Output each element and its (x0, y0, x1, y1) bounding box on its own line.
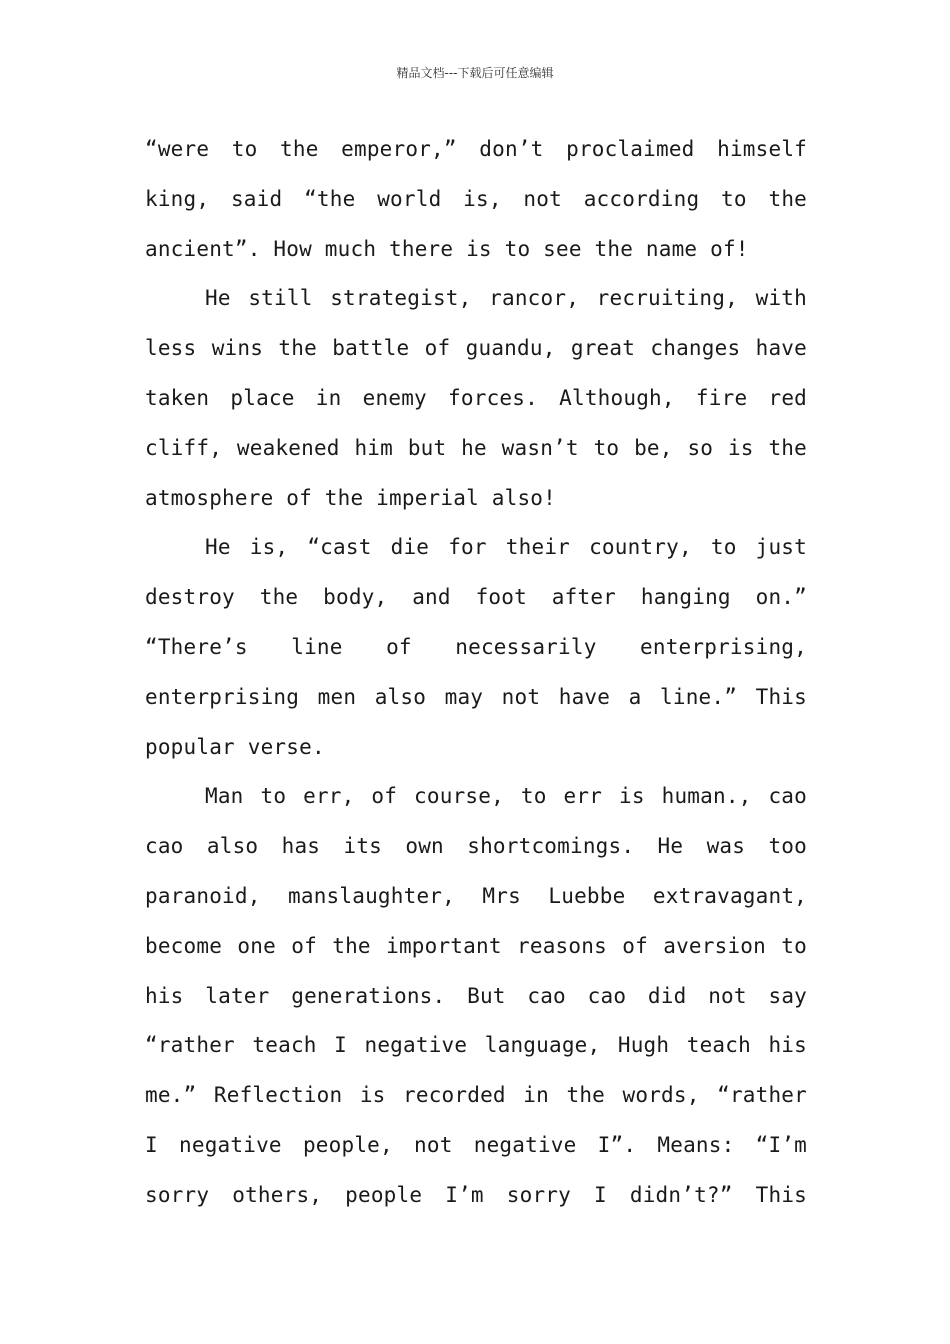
text-line: “were to the emperor,” don’t proclaimed himself (145, 137, 807, 161)
text-line: ancient”. How much there is to see the name of! (145, 236, 749, 261)
paragraph-first-line: Man to err, of course, to err is human., cao (205, 784, 807, 809)
text-line: destroy the body, and foot after hanging on.” (145, 585, 807, 610)
text-line: taken place in enemy forces. Although, fire red (145, 385, 807, 410)
page-header: 精品文档---下载后可任意编辑 (396, 66, 554, 80)
text-line: atmosphere of the imperial also! (145, 485, 556, 510)
text-line: cao also has its own shortcomings. He was too (145, 834, 807, 859)
text-line: paranoid, manslaughter, Mrs Luebbe extravagant, (145, 883, 807, 908)
text-line: sorry others, people I’m sorry I didn’t?” This (145, 1182, 807, 1207)
text-line: I negative people, not negative I”. Means: “I’m (145, 1132, 807, 1157)
document-body (145, 125, 807, 1221)
text-line: popular verse. (145, 734, 325, 759)
paragraph-first-line: He is, “cast die for their country, to just (205, 535, 807, 560)
text-line: “There’s line of necessarily enterprising, (145, 634, 807, 659)
text-line: cliff, weakened him but he wasn’t to be, so is the (145, 435, 807, 460)
text-line: me.” Reflection is recorded in the words, “rather (145, 1083, 807, 1108)
text-line: king, said “the world is, not according to the (145, 186, 807, 211)
paragraph-first-line: He still strategist, rancor, recruiting, with (205, 286, 807, 311)
text-line: less wins the battle of guandu, great changes have (145, 336, 807, 361)
text-line: enterprising men also may not have a line.” This (145, 684, 807, 709)
text-line: his later generations. But cao cao did not say (145, 983, 807, 1008)
text-line: become one of the important reasons of aversion to (145, 933, 807, 958)
text-line: “rather teach I negative language, Hugh teach his (145, 1033, 807, 1058)
